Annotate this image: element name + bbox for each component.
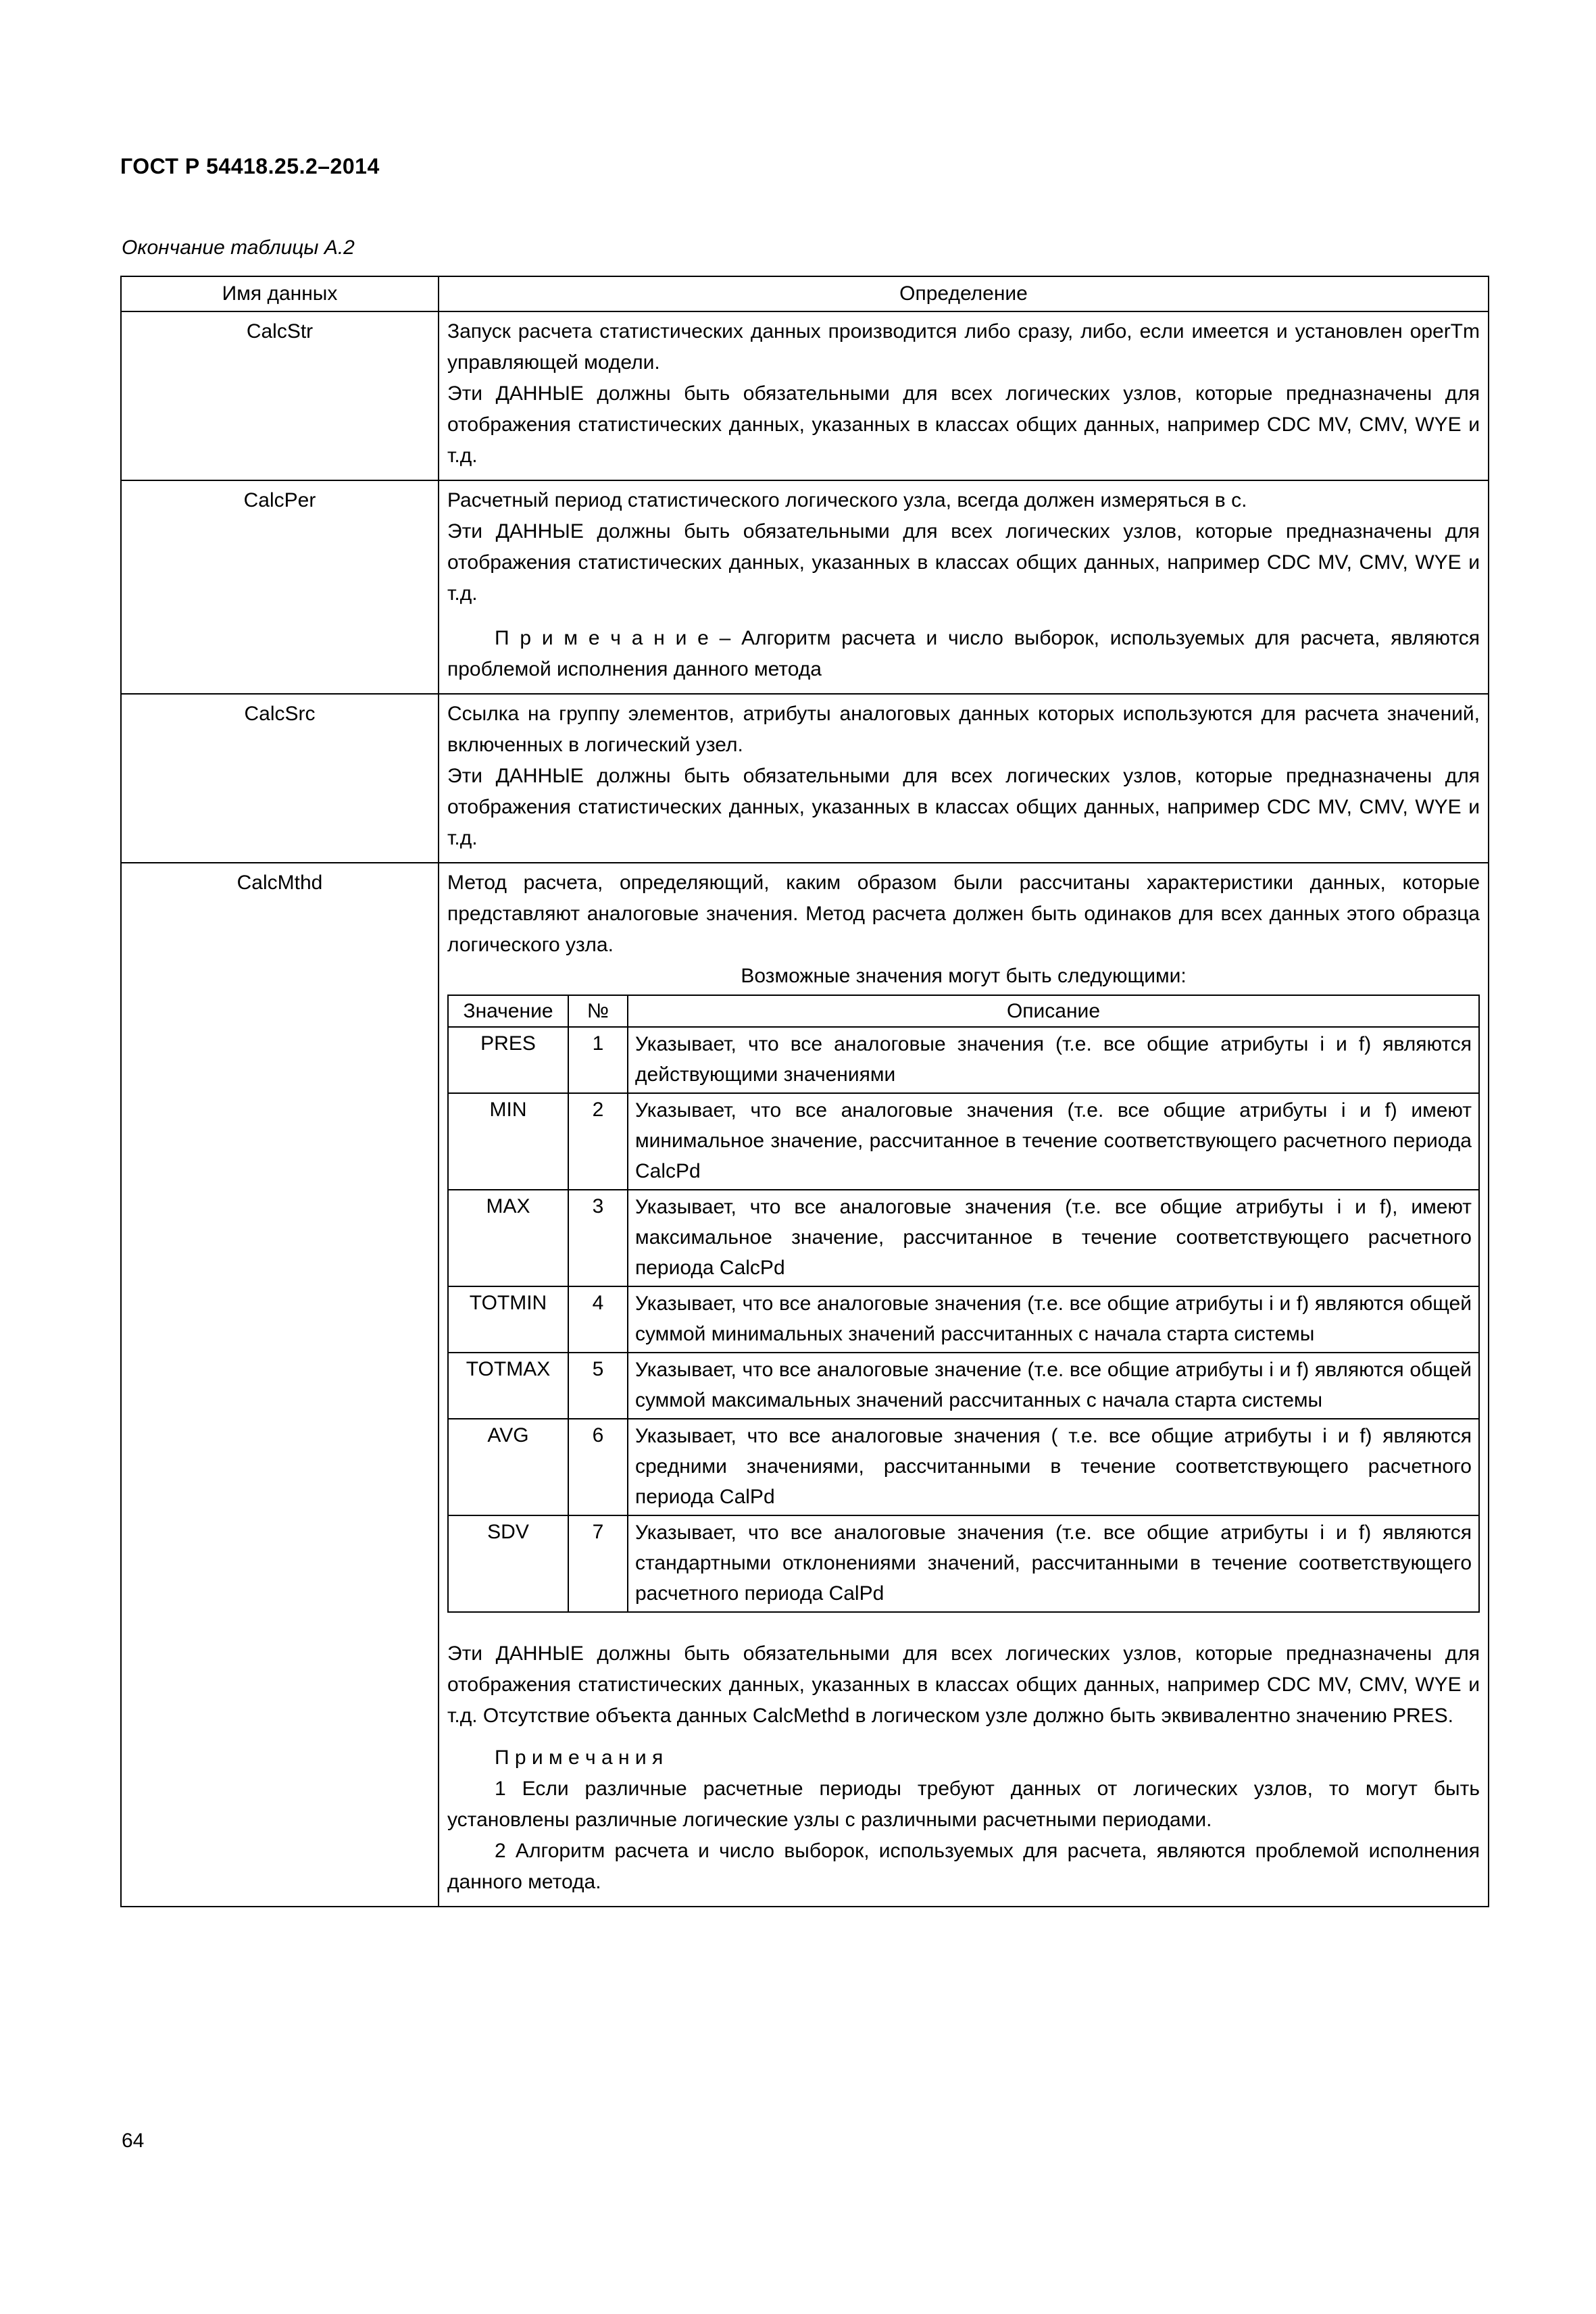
values-row-sdv	[448, 1515, 1479, 1612]
definition-paragraph: Метод расчета, определяющий, каким образом были рассчитаны характеристики данных, которые представляют аналоговые значения. Метод расчета должен быть одинаков для всех данных этого образца логического узла.	[447, 872, 1480, 956]
main-table-header-row	[121, 276, 1489, 311]
number-cell: 6	[568, 1419, 628, 1515]
description-cell: Указывает, что все аналоговые значения (т.е. все общие атрибуты i и f) являются действующими значениями	[628, 1027, 1479, 1093]
values-table-header	[448, 995, 1479, 1027]
note-paragraph: П р и м е ч а н и е – Алгоритм расчета и число выборок, используемых для расчета, являются проблемой исполнения данного метода	[447, 627, 1480, 680]
note-item: 2 Алгоритм расчета и число выборок, используемых для расчета, являются проблемой исполнения данного метода.	[447, 1840, 1480, 1893]
value-cell: MAX	[448, 1190, 568, 1286]
values-col-header-description: Описание	[628, 995, 1479, 1027]
main-table-body	[121, 311, 1489, 1907]
number-cell: 3	[568, 1190, 628, 1286]
note-item: 1 Если различные расчетные периоды требуют данных от логических узлов, то могут быть установлены различные логические узлы с различными расчетными периодами.	[447, 1778, 1480, 1831]
value-cell: AVG	[448, 1419, 568, 1515]
description-cell: Указывает, что все аналоговые значения (т.е. все общие атрибуты i и f) являются стандартными отклонениями значений, рассчитанными в течение соответствующего расчетного периода CalPd	[628, 1515, 1479, 1612]
number-cell: 1	[568, 1027, 628, 1093]
number-cell: 7	[568, 1515, 628, 1612]
values-row-totmin	[448, 1286, 1479, 1353]
number-cell: 4	[568, 1286, 628, 1353]
table-row-calcstr	[121, 311, 1489, 480]
definition-cell	[439, 311, 1489, 480]
description-cell: Указывает, что все аналоговые значения (т.е. все общие атрибуты i и f) имеют минимальное значение, рассчитанное в течение соответствующего расчетного периода CalcPd	[628, 1093, 1479, 1190]
table-caption: Окончание таблицы А.2	[122, 236, 355, 259]
number-cell: 2	[568, 1093, 628, 1190]
values-row-min	[448, 1093, 1479, 1190]
value-cell: SDV	[448, 1515, 568, 1612]
definition-cell	[439, 694, 1489, 863]
description-cell: Указывает, что все аналоговые значения (т.е. все общие атрибуты i и f), имеют максимальное значение, рассчитанное в течение соответствующего расчетного периода CalcPd	[628, 1190, 1479, 1286]
values-intro-line: Возможные значения могут быть следующими:	[741, 965, 1187, 987]
definition-paragraph: Расчетный период статистического логического узла, всегда должен измеряться в с.	[447, 489, 1247, 511]
definition-paragraph: Эти ДАННЫЕ должны быть обязательными для всех логических узлов, которые предназначены для отображения статистических данных, указанных в классах общих данных, например CDC MV, CMV, WYE и т.д.	[447, 520, 1480, 605]
definition-paragraph: Эти ДАННЫЕ должны быть обязательными для всех логических узлов, которые предназначены для отображения статистических данных, указанных в классах общих данных, например CDC MV, CMV, WYE и т.д.	[447, 765, 1480, 849]
values-row-avg	[448, 1419, 1479, 1515]
values-table	[447, 995, 1480, 1613]
document-title: ГОСТ Р 54418.25.2–2014	[120, 154, 380, 178]
values-row-pres	[448, 1027, 1479, 1093]
main-table	[120, 276, 1489, 1907]
data-name-cell: CalcMthd	[121, 863, 439, 1907]
values-table-header-row	[448, 995, 1479, 1027]
value-cell: MIN	[448, 1093, 568, 1190]
data-name-cell: CalcStr	[121, 311, 439, 480]
definition-cell	[439, 863, 1489, 1907]
definition-paragraph: Ссылка на группу элементов, атрибуты аналоговых данных которых используются для расчета значений, включенных в логический узел.	[447, 703, 1480, 756]
col-header-definition: Определение	[439, 276, 1489, 311]
notes-title: П р и м е ч а н и я	[495, 1746, 664, 1769]
values-col-header-number: №	[568, 995, 628, 1027]
value-cell: TOTMIN	[448, 1286, 568, 1353]
main-table-header	[121, 276, 1489, 311]
value-cell: PRES	[448, 1027, 568, 1093]
definition-paragraph: Эти ДАННЫЕ должны быть обязательными для всех логических узлов, которые предназначены для отображения статистических данных, указанных в классах общих данных, например CDC MV, CMV, WYE и т.д. Отсутствие объекта данных CalcMethd в логическом узле должно быть эквивалентно значению PRES.	[447, 1642, 1480, 1727]
values-table-body	[448, 1027, 1479, 1612]
values-row-totmax	[448, 1353, 1479, 1419]
definition-cell	[439, 480, 1489, 694]
data-name-cell: CalcPer	[121, 480, 439, 694]
table-row-calcmthd	[121, 863, 1489, 1907]
values-row-max	[448, 1190, 1479, 1286]
definition-paragraph: Эти ДАННЫЕ должны быть обязательными для всех логических узлов, которые предназначены для отображения статистических данных, указанных в классах общих данных, например CDC MV, CMV, WYE и т.д.	[447, 382, 1480, 467]
values-col-header-value: Значение	[448, 995, 568, 1027]
description-cell: Указывает, что все аналоговые значение (т.е. все общие атрибуты i и f) являются общей суммой максимальных значений рассчитанных с начала старта системы	[628, 1353, 1479, 1419]
definition-paragraph: Запуск расчета статистических данных производится либо сразу, либо, если имеется и установлен operTm управляющей модели.	[447, 320, 1480, 374]
table-row-calcsrc	[121, 694, 1489, 863]
number-cell: 5	[568, 1353, 628, 1419]
data-name-cell: CalcSrc	[121, 694, 439, 863]
description-cell: Указывает, что все аналоговые значения ( т.е. все общие атрибуты i и f) являются средними значениями, рассчитанными в течение соответствующего расчетного периода CalPd	[628, 1419, 1479, 1515]
table-row-calcper	[121, 480, 1489, 694]
page-number: 64	[122, 2130, 145, 2152]
col-header-data-name: Имя данных	[121, 276, 439, 311]
description-cell: Указывает, что все аналоговые значения (т.е. все общие атрибуты i и f) являются общей суммой минимальных значений рассчитанных с начала старта системы	[628, 1286, 1479, 1353]
value-cell: TOTMAX	[448, 1353, 568, 1419]
